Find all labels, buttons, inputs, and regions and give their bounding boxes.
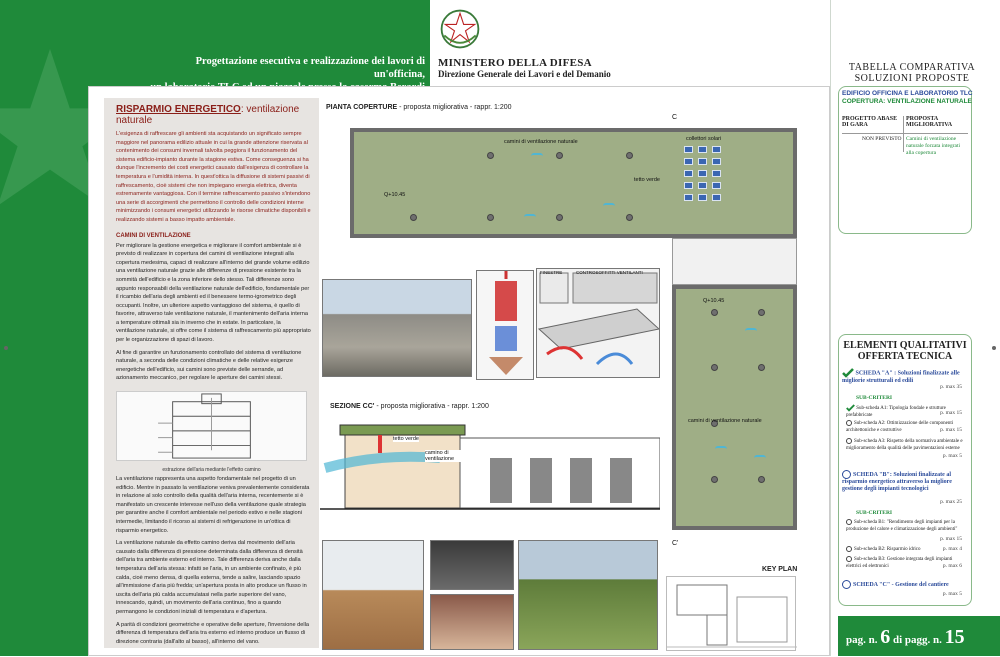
vent-marker [487,214,494,221]
solar-panel [684,182,693,189]
roof-plan-link [672,238,797,285]
vent-marker [711,364,718,371]
b2-points: p. max 4 [942,546,962,552]
solar-panel [698,146,707,153]
callout-ventilation-chimneys: camini di ventilazione naturale [504,139,578,145]
paragraph-2: Al fine di garantire un funzionamento controllato del sistema di ventilazione naturale, a seconda delle condizioni climatiche e delle relative esigenze energetiche dell'edificio, sui camini sono previste delle serrande, ad azionamento meccanico, per regolare le aperture dei camini stessi. [116,349,302,382]
comparative-table-title: TABELLA COMPARATIVA SOLUZIONI PROPOSTE [848,62,976,84]
intro-paragraph: L'esigenza di raffrescare gli ambienti sta acquistando un significato sempre maggiore nel panorama edilizio attuale in cui la grande attenzione riservata al contenimento dei consumi invernali talvolta peggiora il funzionamento del sistema edificio-impianto durante la stagione estiva. Come conseguenza si ha dunque l'incremento dei costi energetici causato dall'esigenza di controllare la temperatura e l'umidità interna. In quest'ottica la diffusione di sistemi passivi di raffrescamento, cioè sistemi che non impiegano energia elettrica, diventa estremamente vantaggiosa. Con il termine raffrescamento passivo s'intendono una serie di accorgimenti che permettono il controllo delle condizioni interne minimizzando i consumi energetici utilizzando le risorse climatiche disponibili e realizzando sistemi a basso impatto ambientale. [116,131,311,223]
solar-panel [712,170,721,177]
scheda-c: SCHEDA "C" - Gestione del cantiere [842,580,968,589]
solar-panel [698,194,707,201]
sub-scheda-b2: Sub-scheda B2: Risparmio idrico [846,546,966,554]
scheda-b: SCHEDA "B": Soluzioni finalizzate al risparmio energetico attraverso la migliore gestione degli impianti tecnologici [842,471,952,492]
divider [903,116,904,152]
photo-sawtooth-roof [322,279,472,377]
chimney-effect-diagram [116,391,307,461]
solar-panel [698,182,707,189]
solar-panel [712,194,721,201]
checkmark-icon [842,368,854,378]
paragraph-3: La ventilazione rappresenta una aspetto fondamentale nel progetto di un edificio. Mentre in passato la ventilazione veniva prevalentemente considerata in relazione al solo controllo della qualità dell'aria interna, recentemente si è manifestato un crescente interesse nell'uso della ventilazione quale strategia per garantire anche il comfort ambientale nel periodo estivo e nelle stagioni intermedie, limitando il ricorso ai sistemi di refrigerazione in un'ottica di risparmio energetico. [116,476,310,534]
section-marker: C [672,114,678,121]
solar-panel [698,170,707,177]
section-drawing [320,413,660,533]
paragraph-4: La ventilazione naturale da effetto camino deriva dal movimento dell'aria causato dalla differenza di pressione determinata dalla differenza di densità dell'aria tra ambiente esterno ed interno. Tale differenza deriva anche dalla temperatura dell'aria stessa: infatti se l'aria, in un ambiente confinato, è più calda, cioè meno densa, di quella esterna, tende a salire, lasciando spazio all'immissione d'aria più fredda; un'apertura posta in alto produce un flusso in uscita dell'aria più calda accumulatasi nella parte superiore del vano, innescando, quindi, un movimento dell'aria continuo, fino a quando permangono le condizioni iniziali di temperatura e d'apertura. [116,540,307,615]
solar-panel [712,158,721,165]
photo-roof-turbines [322,540,424,650]
divider [842,133,968,134]
solar-panel [684,170,693,177]
vent-marker [758,476,765,483]
subcriteria-b-label: SUB-CRITERI [856,510,893,516]
b3-points: p. max 6 [942,563,962,569]
subcriteria-a-label: SUB-CRITERI [856,395,893,401]
section-title: SEZIONE CC' - proposta migliorativa - rappr. 1:200 [330,403,489,410]
scheda-b-points: p. max 25 [940,499,962,505]
solar-panel [698,158,707,165]
vent-marker [758,364,765,371]
level-marker: Q+10.45 [384,192,406,198]
vent-marker [711,476,718,483]
scheda-a: SCHEDA "A" : Soluzioni finalizzate alle migliorie strutturali ed edili [842,368,968,385]
plan-title: PIANTA COPERTURE - proposta migliorativa - rappr. 1:200 [326,104,512,111]
airflow-swirl [745,328,757,334]
sub-scheda-a1: Sub-scheda A1: Tipologia fondale e strutture prefabbricate [846,404,966,419]
section-heading: RISPARMIO ENERGETICO: ventilazione naturale [116,104,300,126]
vent-marker [410,214,417,221]
diagram-caption: estrazione dell'aria mediante l'effetto camino [162,467,261,474]
project-title: Progettazione esecutiva e realizzazione dei lavori di un'officina, [195,56,425,80]
sub-scheda-b1: Sub-scheda B1: "Rendimento degli impianti per la produzione del calore e climatizzazione degli ambienti" [846,520,958,532]
photo-green-roof [518,540,658,650]
airflow-swirl [715,446,727,452]
airflow-swirl [524,214,536,220]
sub-scheda-a2: Sub-scheda A2: Ottimizzazione delle componenti architettoniche e costruttive [846,421,954,433]
republic-emblem-icon [437,6,483,52]
building-label: EDIFICIO OFFICINA E LABORATORIO TLC COPERTURA: VENTILAZIONE NATURALE [842,90,973,105]
directorate-name: Direzione Generale dei Lavori e del Demanio [438,69,611,79]
solar-panel [712,182,721,189]
vent-marker [487,152,494,159]
subheading-camini: CAMINI DI VENTILAZIONE [116,232,191,239]
vent-marker [711,309,718,316]
b1-points: p. max 15 [940,536,962,542]
page-number-footer: pag. n. 6 di pagg. n. 15 [838,616,1000,656]
vent-marker [556,214,563,221]
solar-panel [684,194,693,201]
paragraph-1: Per migliorare la gestione energetica e migliorare il comfort ambientale si è previsto di realizzare in copertura dei camini di ventilazione integrati alla copertura medesima, capaci di realizzare all'interno del grande volume edilizio una ventilazione naturale grazie alle differenze di pressione esistente tra la sommità dell'edificio e la zona inferiore dello stesso. Tali differenze sono appunto responsabili della ventilazione naturale dell'edificio, fondamentale per il ricambio dell'aria degli ambienti ed il benessere termo-igrometrico degli occupanti. Inoltre, un ulteriore aspetto vantaggioso del sistema, è quello di favorire, attraverso tale ventilazione naturale, il mantenimento dell'aria interna a temperature ottimali sia in inverno che in estate. In particolare, la ventilazione naturale, si offre come il sistema di raffrescamento più appropriato per le organizzazione di spazi di lavoro. [116,242,311,344]
edge-dot [4,346,8,350]
ministry-name: MINISTERO DELLA DIFESA [438,57,592,69]
a1-points: p. max 15 [940,410,962,416]
text-column [104,98,319,648]
vent-marker [758,309,765,316]
qualitative-elements-title: ELEMENTI QUALITATIVI OFFERTA TECNICA [843,340,967,362]
callout-ventilated-ceilings: CONTROSOFFITTI VENTILANTI [576,270,643,275]
vent-marker [556,152,563,159]
scheda-c-points: p. max 5 [942,591,962,597]
callout-ventilation-chimneys-2: camini di ventilazione naturale [688,418,762,424]
photo-chimney-detail [430,594,514,650]
vent-marker [626,214,633,221]
sub-scheda-a3: Sub-scheda A3: Rispetto della normativa ambientale e miglioramento della qualità delle pavimentazioni esterne [846,439,963,451]
airflow-swirl [603,203,615,209]
keyplan-drawing [666,576,796,651]
roof-plan-wing [672,285,797,530]
airflow-swirl [531,153,543,159]
render-ventilation-chimney [476,270,534,380]
a3-points: p. max 5 [942,453,962,459]
solar-panel [684,146,693,153]
callout-section-green-roof: tetto verde [393,436,419,442]
scheda-a-points: p. max 35 [940,384,962,390]
solar-panel [684,158,693,165]
level-marker: Q+10.45 [703,298,725,304]
sub-scheda-b3: Sub-scheda B3: Gestione integrata degli impianti elettrici ed elettronici [846,557,953,569]
keyplan-title: KEY PLAN [762,566,798,573]
vent-marker [626,152,633,159]
a2-points: p. max 15 [940,427,962,433]
callout-solar-collectors: collettori solari [686,136,722,142]
callout-windows: FINESTRE [540,270,563,275]
checkmark-icon [846,404,855,412]
comparison-box [838,86,972,234]
section-marker: C' [672,540,679,547]
callout-section-chimney: camino di ventilazione [425,450,463,462]
airflow-swirl [754,455,766,461]
render-ventilated-ceiling [536,268,660,378]
solar-panel [712,146,721,153]
photo-turbine-detail [430,540,514,590]
paragraph-5: A parità di condizioni geometriche e operative delle aperture, l'inversione della differenza di temperatura dell'aria tra esterno ed interno produce un flusso di direzione contraria (dall'alto al basso), all'interno del vano. [116,621,309,645]
edge-dot [992,346,996,350]
callout-green-roof: tetto verde [634,177,660,183]
